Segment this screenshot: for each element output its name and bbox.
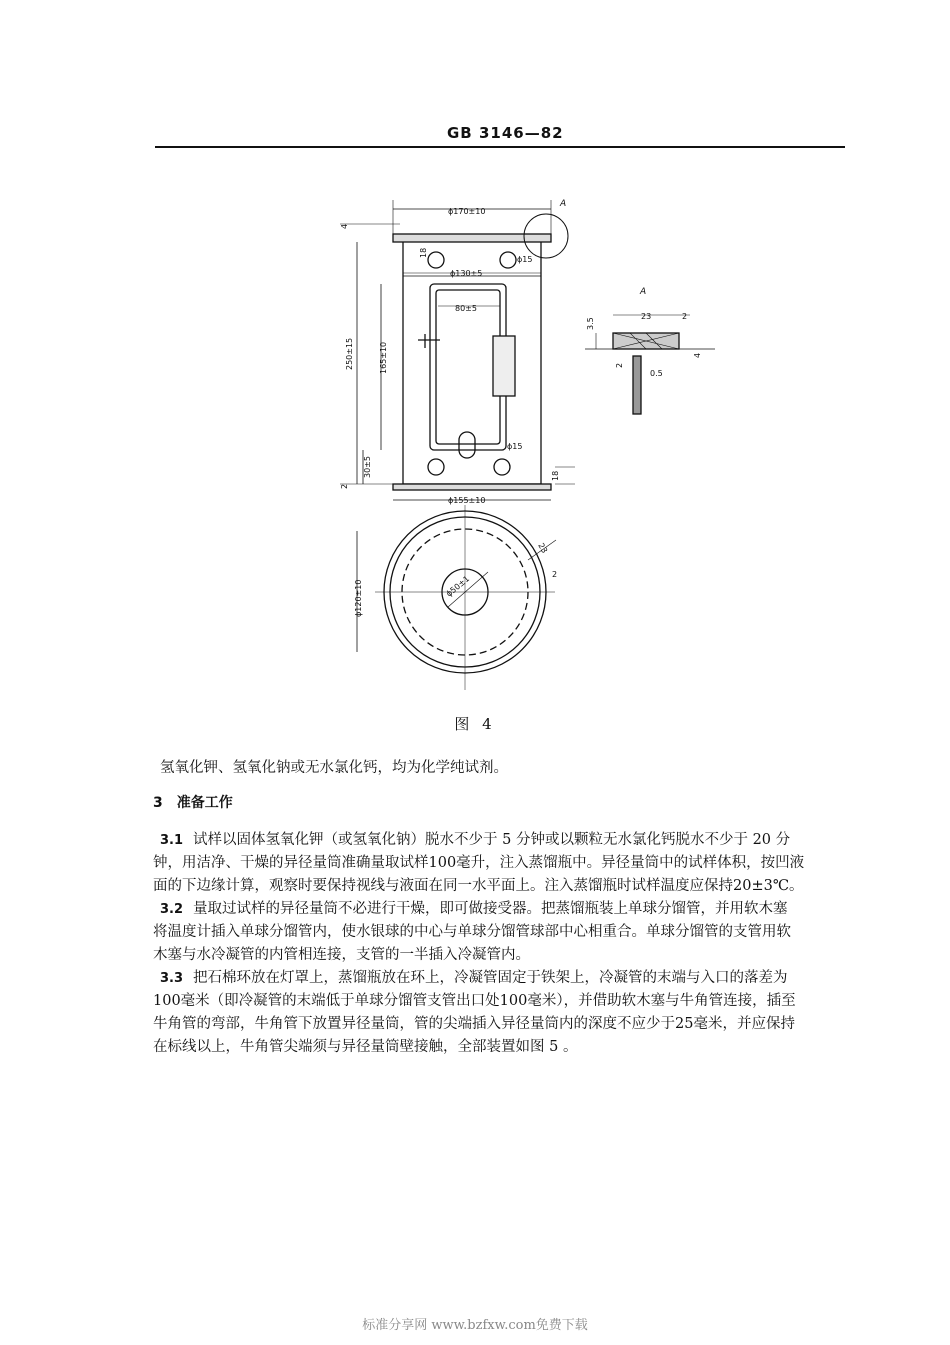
detail-w2: 2 <box>682 312 688 321</box>
detail-h35: 3.5 <box>586 317 595 330</box>
vent-hole <box>428 252 444 268</box>
detail-label: A <box>640 287 647 297</box>
dim-d120: ϕ120±10 <box>354 579 363 617</box>
detail-marker: A <box>560 199 567 209</box>
bottom-slot <box>459 432 475 458</box>
dim-t2: 2 <box>340 483 349 489</box>
paragraph-line: 在标线以上，牛角管尖端须与异径量筒壁接触，全部装置如图 5 。 <box>153 1039 578 1055</box>
clause-number: 3.2 <box>160 902 184 917</box>
footer-watermark: 标准分享网 www.bzfxw.com免费下载 <box>362 1318 588 1333</box>
paragraph-3-3 <box>153 967 848 1059</box>
dim-t4: 4 <box>340 223 349 229</box>
dim-d170: ϕ170±10 <box>448 207 486 216</box>
latch <box>418 334 440 348</box>
section-number: 3 <box>153 795 163 811</box>
dim-r23: 23 <box>536 541 550 555</box>
section-title: 准备工作 <box>176 795 233 811</box>
paragraph-line: 量取过试样的异径量筒不必进行干燥，即可做接受器。把蒸馏瓶装上单球分馏管，并用软木塞 <box>193 901 788 917</box>
dim-d15a: ϕ15 <box>517 255 533 264</box>
detail-t05: 0.5 <box>650 369 663 378</box>
vent-hole <box>428 459 444 475</box>
vent-hole <box>500 252 516 268</box>
figure-caption: 图 4 <box>454 715 496 733</box>
paragraph-line: 把石棉环放在灯罩上，蒸馏瓶放在环上，冷凝管固定于铁架上，冷凝管的末端与入口的落差为 <box>193 970 788 986</box>
paragraph-line: 面的下边缘计算，观察时要保持视线与液面在同一水平面上。注入蒸馏瓶时试样温度应保持20±3℃。 <box>153 878 804 894</box>
section-3-heading <box>153 792 848 815</box>
dim-d50: ϕ50±1 <box>444 574 472 599</box>
wall-section <box>633 356 641 414</box>
lamp-shade-top <box>393 234 551 242</box>
lamp-shade-base <box>393 484 551 490</box>
dim-d155: ϕ155±10 <box>448 496 486 505</box>
dim-d15b: ϕ15 <box>507 442 523 451</box>
window-inner <box>436 290 500 444</box>
paragraph-line: 木塞与水冷凝管的内管相连接，支管的一半插入冷凝管内。 <box>153 947 530 963</box>
paragraph-3-2 <box>153 898 848 967</box>
standard-number: GB 3146—82 <box>447 124 564 142</box>
dim-h250: 250±15 <box>345 337 354 370</box>
detail-h4: 4 <box>693 352 702 358</box>
paragraph-3-1 <box>153 829 848 898</box>
dim-h30: 30±5 <box>363 456 372 478</box>
dim-d130: ϕ130±5 <box>450 269 483 278</box>
reagent-line: 氢氧化钾、氢氧化钠或无水氯化钙，均为化学纯试剂。 <box>160 760 508 776</box>
paragraph-line: 100毫米（即冷凝管的末端低于单球分馏管支管出口处100毫米），并借助软木塞与牛角管连接，插至 <box>153 993 796 1009</box>
dim-r2: 2 <box>552 570 558 579</box>
clause-number: 3.1 <box>160 833 184 848</box>
paragraph-line: 试样以固体氢氧化钾（或氢氧化钠）脱水不少于 5 分钟或以颗粒无水氯化钙脱水不少于 20 分 <box>193 832 791 848</box>
dim-w80: 80±5 <box>455 304 477 313</box>
dim-h165: 165±10 <box>379 341 388 374</box>
dim-r18a: 18 <box>419 247 428 258</box>
dim-r18b: 18 <box>551 470 560 481</box>
paragraph-line: 钟，用洁净、干燥的异径量筒准确量取试样100毫升，注入蒸馏瓶中。异径量筒中的试样体积，按凹液 <box>153 855 805 871</box>
vent-hole <box>494 459 510 475</box>
paragraph-line: 牛角管的弯部，牛角管下放置异径量筒，管的尖端插入异径量筒内的深度不应少于25毫米，并应保持 <box>153 1016 795 1032</box>
detail-w23: 23 <box>641 312 652 321</box>
detail-h2: 2 <box>615 362 624 368</box>
clause-number: 3.3 <box>160 971 184 986</box>
hinge <box>493 336 515 396</box>
paragraph-line: 将温度计插入单球分馏管内，使水银球的中心与单球分馏管球部中心相重合。单球分馏管的支管用软 <box>153 924 791 940</box>
